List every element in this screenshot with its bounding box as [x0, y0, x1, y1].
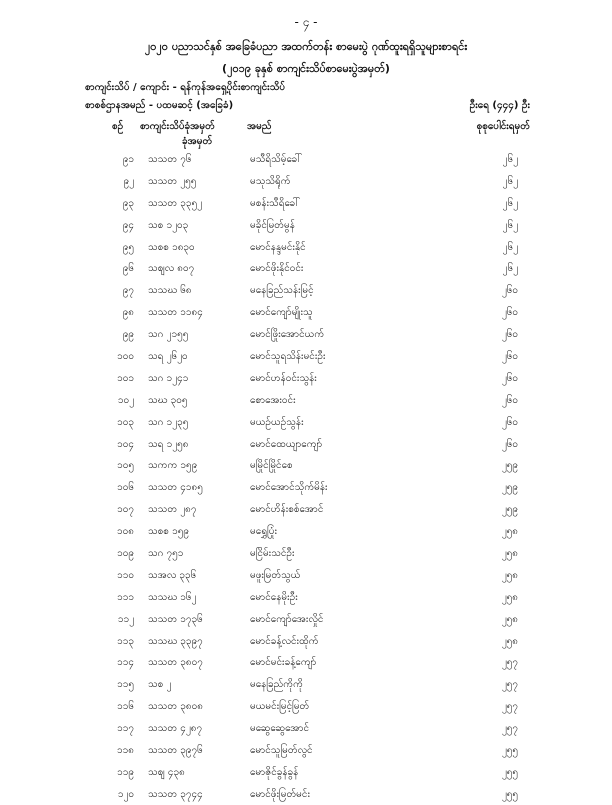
candidate-name: မောင်ဟန်ဝင်းသွန်း: [250, 372, 317, 384]
candidate-name: မောင်သူရသိန်းမင်းဦး: [250, 351, 326, 363]
results-table: [0, 148, 612, 805]
table-row: [0, 739, 612, 761]
candidate-name: မောင်ထေယျာကျော်: [250, 438, 323, 450]
row-number: ၁၁၄: [117, 657, 134, 669]
total-score: ၂၅၇: [501, 701, 518, 713]
candidate-name: မဖူးမြတ်သွယ်: [250, 569, 301, 581]
row-number: ၁၀၀: [117, 351, 134, 363]
column-header-roll-line2: ခုံအမှတ်: [182, 136, 213, 147]
table-row: [0, 389, 612, 411]
table-row: [0, 192, 612, 214]
table-row: [0, 257, 612, 279]
candidate-name: မောင်ဖိုးနိုင်ဝင်း: [250, 263, 304, 275]
candidate-name: မခိုင်မြတ်မွန်: [250, 219, 295, 231]
table-row: [0, 323, 612, 345]
candidate-name: မသုသိရိုက်: [250, 175, 291, 187]
total-score: ၂၆၀: [501, 438, 518, 450]
column-header-roll: စာကျင်းသိပ်ခုံအမှတ်: [140, 121, 215, 132]
table-row: [0, 433, 612, 455]
roll-number: သဂ ၁၂၄၁: [148, 372, 189, 384]
row-number: ၁၁၅: [117, 679, 134, 691]
candidate-name: မမြိုင်မြိုင်စေ: [250, 460, 293, 472]
row-number: ၁၀၁: [117, 372, 134, 384]
total-score: ၂၆၂: [502, 175, 518, 187]
total-score: ၂၅၈: [501, 613, 518, 625]
roll-number: သသတ ၃၃၅၂: [148, 197, 203, 209]
candidate-name: စောအေးဝင်း: [250, 394, 296, 406]
table-row: [0, 454, 612, 476]
row-number: ၁၀၆: [117, 482, 134, 494]
page-number: - ၄ -: [294, 15, 318, 29]
table-row: [0, 236, 612, 258]
row-number: ၁၁၉: [117, 766, 134, 778]
row-number: ၉၇: [122, 285, 134, 297]
total-score: ၂၆၂: [502, 263, 518, 275]
row-number: ၉၂: [123, 175, 134, 187]
roll-number: သစစ ၁၅၉: [148, 526, 189, 538]
row-number: ၁၀၈: [117, 526, 134, 538]
row-number: ၁၁၀: [117, 569, 134, 581]
table-row: [0, 630, 612, 652]
candidate-name: မောင်နန္ဒမင်းနိုင်: [250, 241, 306, 253]
roll-number: သသတ ၄၂၈၇: [148, 723, 203, 735]
table-row: [0, 214, 612, 236]
row-number: ၉၅: [122, 241, 134, 253]
total-score: ၂၅၉: [501, 482, 518, 494]
total-score: ၂၅၇: [501, 723, 518, 735]
table-row: [0, 345, 612, 367]
table-row: [0, 564, 612, 586]
roll-number: သကက ၁၅၉: [148, 460, 198, 472]
candidate-name: မငြိမ်းသင်ဦး: [250, 548, 295, 560]
candidate-name: မောဇိုင်ခွန်ခွန်: [250, 766, 299, 778]
total-score: ၂၆၀: [501, 285, 518, 297]
candidate-name: မောင်ဖြိုးအောင်ယက်: [250, 329, 325, 341]
candidate-name: မနေခြည်သန်းမြင့်: [250, 285, 314, 297]
row-number: ၁၀၅: [117, 460, 134, 472]
roll-number: သဂ ၇၅၁: [148, 548, 184, 560]
row-number: ၁၁၈: [117, 745, 134, 757]
row-number: ၉၈: [122, 307, 134, 319]
table-row: [0, 783, 612, 805]
column-header-name: အမည်: [247, 121, 272, 132]
candidate-name: မောင်အောင်သိုက်မိန်း: [250, 482, 328, 494]
township-heading: စာကျင်းသိပ် / ကျောင်း - ရန်ကုန်အရှေ့ပိုင်းစာကျင်းသိပ်: [85, 82, 286, 93]
row-number: ၁၀၇: [117, 504, 134, 516]
total-score: ၂၆၂: [502, 219, 518, 231]
roll-number: သသတ ၁၁၈၄: [148, 307, 203, 319]
candidate-name: မောင်နေမိုးဦး: [250, 591, 298, 603]
row-number: ၁၁၂: [117, 613, 134, 625]
candidate-name: မောင်မင်းခန့်ကျော်: [250, 657, 317, 669]
roll-number: သသတ ၇၆: [148, 154, 192, 165]
candidate-name: မောင်သူမြတ်လွင်: [250, 745, 313, 757]
row-number: ၁၀၄: [117, 438, 134, 450]
candidate-name: မယဉ်ယဉ်သွန်း: [250, 416, 304, 428]
candidate-name: မရွှေပြုံး: [250, 526, 278, 538]
table-row: [0, 673, 612, 695]
roll-number: သသတ ၁၇၃၆: [148, 613, 203, 625]
total-score: ၂၅၉: [501, 504, 518, 516]
roll-number: သသတ ၃၈၀၈: [148, 701, 203, 713]
total-score: ၂၆၀: [501, 351, 518, 363]
total-score: ၂၆၂: [502, 241, 518, 253]
candidate-name: မောင်ခန့်လင်းထိုက်: [250, 635, 319, 647]
row-number: ၉၆: [122, 263, 134, 275]
total-score: ၂၅၈: [501, 548, 518, 560]
document-title: ၂၀၂၀ ပညာသင်နှစ် အခြေခံပညာ အထက်တန်း စာမေးပွဲ ဂုဏ်ထူးရရှိသူများစာရင်း: [144, 40, 468, 53]
total-score: ၂၅၉: [501, 460, 518, 472]
table-row: [0, 586, 612, 608]
row-number: ၁၁၇: [117, 723, 134, 735]
roll-number: သရ ၂၆၂၀: [148, 351, 188, 363]
row-number: ၉၉: [122, 329, 134, 341]
row-number: ၉၃: [122, 197, 134, 209]
document-subtitle: (၂၀၁၉ ခုနှစ် စာကျင်းသိပ်စာမေးပွဲအမှတ်): [222, 62, 390, 75]
total-score: ၂၅၇: [501, 679, 518, 691]
roll-number: သရ ၁၂၅၈: [148, 438, 189, 450]
total-score: ၂၅၇: [501, 657, 518, 669]
column-header-score: စုစုပေါင်းရမှတ်: [476, 121, 530, 132]
candidate-name: မဆွေဆွေအောင်: [250, 723, 310, 735]
total-score: ၂၅၅: [501, 745, 518, 757]
total-score: ၂၆၀: [501, 416, 518, 428]
table-row: [0, 608, 612, 630]
row-number: ၁၂၀: [117, 788, 134, 800]
total-score: ၂၅၈: [501, 635, 518, 647]
table-row: [0, 695, 612, 717]
total-score: ၂၆၂: [502, 197, 518, 209]
column-header-no: စဉ်: [112, 121, 124, 132]
roll-number: သအလ ၃၃၆: [148, 569, 197, 581]
total-score: ၂၆၀: [501, 329, 518, 341]
row-number: ၁၀၉: [117, 548, 134, 560]
row-number: ၁၁၃: [117, 635, 134, 647]
roll-number: သဂ ၁၂၃၅: [148, 416, 189, 428]
table-row: [0, 520, 612, 542]
candidate-name: မောင်ဟိန်းစစ်အောင်: [250, 504, 324, 516]
roll-number: သသတ ၃၇၄၄: [148, 788, 203, 800]
table-row: [0, 279, 612, 301]
roll-number: သစ ၂: [148, 679, 172, 691]
table-row: [0, 411, 612, 433]
roll-number: သသတ ၃၉၇၆: [148, 745, 203, 757]
row-number: ၁၁၆: [117, 701, 134, 713]
row-number: ၉၄: [122, 219, 134, 231]
roll-number: သသတ ၄၁၈၅: [148, 482, 203, 494]
row-number: ၉၁: [122, 154, 134, 165]
candidate-count: ဦးရေ (၄၄၄) ဦး: [469, 100, 530, 111]
roll-number: သသတ ၂၈၇: [148, 504, 197, 516]
candidate-name: မောင်ကျော်မျိုးသူ: [250, 307, 313, 319]
total-score: ၂၆၀: [501, 394, 518, 406]
roll-number: သဃ ၃၀၅: [148, 394, 188, 406]
candidate-name: မယမင်းမြင့်မြတ်: [250, 701, 310, 713]
table-row: [0, 498, 612, 520]
roll-number: သဈ ၄၃၈: [148, 766, 185, 778]
table-row: [0, 476, 612, 498]
table-row: [0, 542, 612, 564]
roll-number: သသဃ ၃၃၉၇: [148, 635, 203, 647]
table-row: [0, 717, 612, 739]
row-number: ၁၀၃: [117, 416, 134, 428]
exam-center-heading: စာစစ်ဌာနအမည် - ပထမဆင့် (အခြေခံ): [85, 100, 234, 111]
roll-number: သဂ ၂၁၅၅: [148, 329, 189, 341]
roll-number: သစစ ၁၈၃၀: [148, 241, 195, 253]
total-score: ၂၆၂: [502, 154, 518, 165]
table-row: [0, 301, 612, 323]
table-row: [0, 170, 612, 192]
row-number: ၁၀၂: [117, 394, 134, 406]
candidate-name: မစန်းသီရိခေါ်: [250, 197, 300, 209]
candidate-name: မနေခြည်ကိုကို: [250, 679, 303, 691]
roll-number: သသဃ ၁၆၂: [148, 591, 197, 603]
candidate-name: မောင်ကျော်အေးလှိုင်: [250, 613, 324, 625]
candidate-name: မောင်ဖိုးမြတ်မင်း: [250, 788, 310, 800]
roll-number: သသဃ ၆၈: [148, 285, 192, 297]
candidate-name: မသီရိသိမ့်ခေါ်: [250, 154, 302, 165]
roll-number: သသတ ၃၈၀၇: [148, 657, 203, 669]
table-row: [0, 651, 612, 673]
roll-number: သစ ၁၂၀၃: [148, 219, 189, 231]
row-number: ၁၁၁: [117, 591, 134, 603]
table-row: [0, 367, 612, 389]
total-score: ၂၅၈: [501, 591, 518, 603]
total-score: ၂၆၀: [501, 372, 518, 384]
table-row: [0, 148, 612, 170]
roll-number: သဈလ ၈၀၇: [148, 263, 195, 275]
total-score: ၂၅၈: [501, 526, 518, 538]
total-score: ၂၅၈: [501, 569, 518, 581]
total-score: ၂၅၅: [501, 766, 518, 778]
table-row: [0, 761, 612, 783]
roll-number: သသတ ၂၅၅: [148, 175, 197, 187]
total-score: ၂၆၀: [501, 307, 518, 319]
total-score: ၂၅၅: [501, 788, 518, 800]
